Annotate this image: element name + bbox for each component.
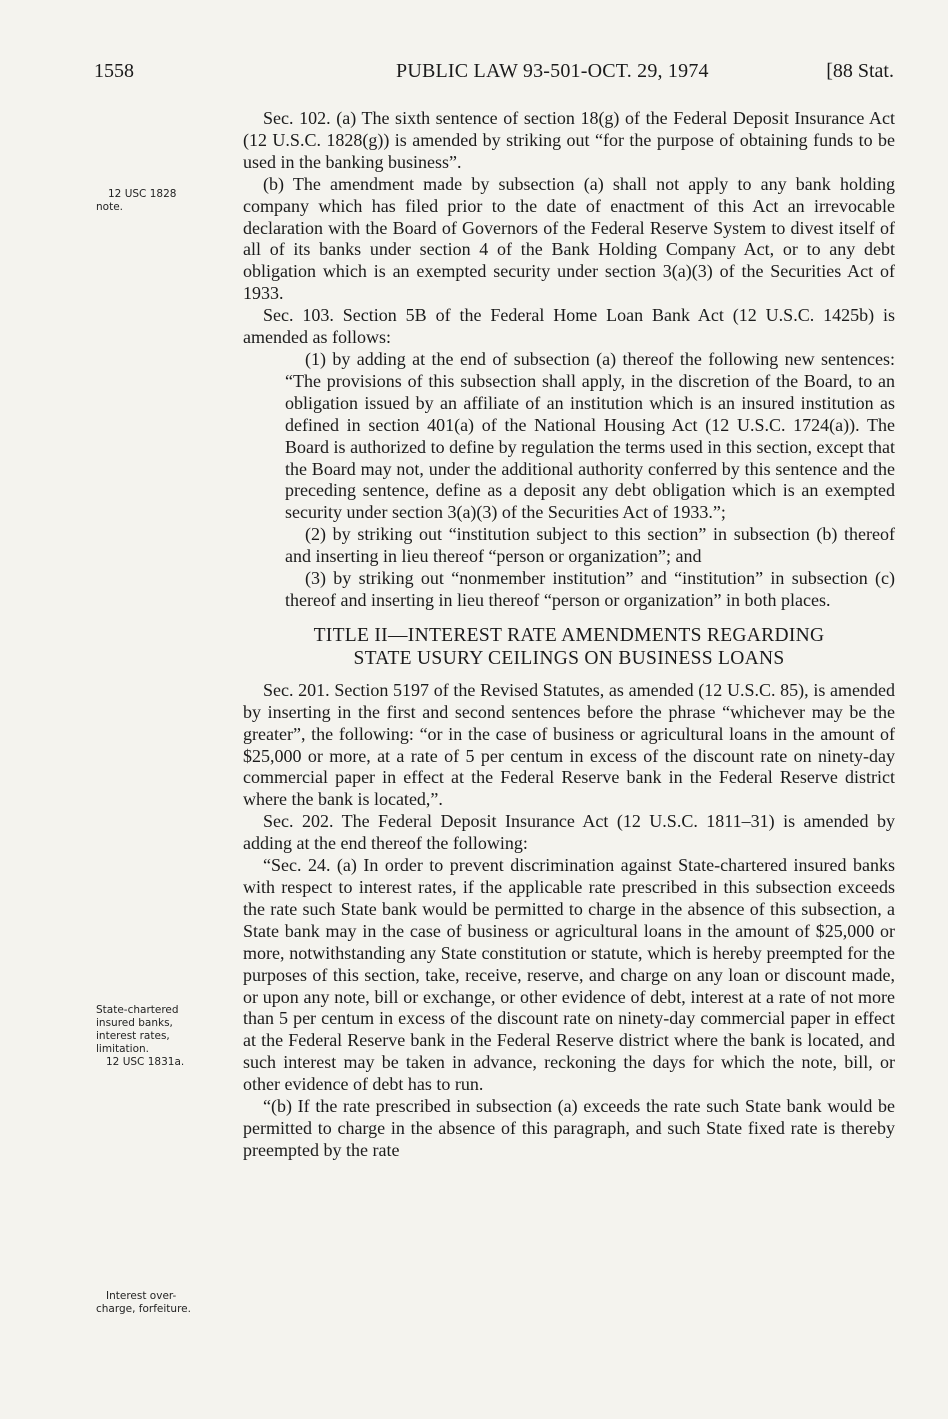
statute-volume: [88 Stat. — [826, 60, 894, 82]
margin-note-line: 12 USC 1831a. — [106, 1056, 185, 1068]
margin-note-line: 12 USC 1828 — [108, 188, 177, 200]
page-number: 1558 — [94, 60, 134, 82]
margin-note-line: State-chartered — [96, 1004, 179, 1016]
section-103-item-2: (2) by striking out “institution subject to this section” in subsection (b) thereof and inserting in lieu thereof “person or organization”; and — [285, 524, 895, 567]
section-102-b: (b) The amendment made by subsection (a) shall not apply to any bank holding company which has filed prior to the date of enactment of this Act an irrevocable declaration with the Board of Governors of the Federal Reserve System to divest itself of all of its banks under section 4 of the Bank Holding Company Act, or to any debt obligation which is an exempted security under section 3(a)(3) of the Securities Act of 1933. — [243, 173, 895, 304]
title-ii-heading-line-1: TITLE II—INTEREST RATE AMENDMENTS REGARDING — [313, 624, 825, 646]
section-201: Sec. 201. Section 5197 of the Revised Statutes, as amended (12 U.S.C. 85), is amended by inserting in the first and second sentences before the phrase “whichever may be the greater”, the following: “or in the case of business or agricultural loans in the amount of $25,000 or more, at a rate of 5 per centum in excess of the discount rate on ninety-day commercial paper in effect at the Federal Reserve bank in the Federal Reserve district where the bank is located,”. — [243, 679, 895, 810]
margin-note-line: insured banks, — [96, 1017, 173, 1029]
statute-body — [243, 108, 895, 1162]
section-24-b: “(b) If the rate prescribed in subsection (a) exceeds the rate such State bank would be permitted to charge in the absence of this paragraph, and such State fixed rate is thereby preempted by the rate — [243, 1096, 895, 1160]
margin-note-1828 — [96, 188, 226, 214]
title-ii-heading-line-2: STATE USURY CEILINGS ON BUSINESS LOANS — [353, 647, 785, 669]
margin-note-line: interest rates, — [96, 1030, 170, 1042]
margin-note-overcharge — [96, 1290, 236, 1316]
running-title: PUBLIC LAW 93-501-OCT. 29, 1974 — [396, 60, 709, 82]
margin-note-line: note. — [96, 201, 123, 213]
margin-note-state-chartered — [96, 1004, 236, 1069]
page-header — [94, 60, 894, 88]
margin-note-line: Interest over- — [106, 1290, 177, 1302]
section-103-item-3: (3) by striking out “nonmember institution” and “institution” in subsection (c) thereof and inserting in lieu thereof “person or organization” in both places. — [285, 568, 895, 610]
margin-note-line: charge, forfeiture. — [96, 1303, 191, 1315]
section-103-item-1: (1) by adding at the end of subsection (a) thereof the following new sentences: “The provisions of this subsection shall apply, in the discretion of the Board, to an obligation issued by an affiliate of an institution which is an insured institution as defined in section 401(a) of the National Housing Act (12 U.S.C. 1724(a)). The Board is authorized to define by regulation the terms used in this section, except that the Board may not, under the additional authority conferred by this sentence and the preceding sentence, define as a deposit any debt obligation which is an exempted security under section 3(a)(3) of the Securities Act of 1933.”; — [285, 348, 895, 523]
margin-note-line: limitation. — [96, 1043, 149, 1055]
section-102-a: Sec. 102. (a) The sixth sentence of section 18(g) of the Federal Deposit Insurance Act (12 U.S.C. 1828(g)) is amended by striking out “for the purpose of obtaining funds to be used in the banking business”. — [243, 108, 895, 172]
title-ii-heading — [243, 624, 895, 670]
section-24-a: “Sec. 24. (a) In order to prevent discrimination against State-chartered insured banks with respect to interest rates, if the applicable rate prescribed in this subsection exceeds the rate such State bank would be permitted to charge in the absence of this subsection, a State bank may in the case of business or agricultural loans in the amount of $25,000 or more, notwithstanding any State constitution or statute, which is hereby preempted for the purposes of this section, take, receive, reserve, and charge on any loan or discount made, or upon any note, bill or exchange, or other evidence of debt, interest at a rate of not more than 5 per centum in excess of the discount rate on ninety-day commercial paper in effect at the Federal Reserve bank in the Federal Reserve district where the bank is located, and such interest may be taken in advance, reckoning the days for which the note, bill, or other evidence of debt has to run. — [243, 855, 895, 1095]
section-103: Sec. 103. Section 5B of the Federal Home Loan Bank Act (12 U.S.C. 1425b) is amended as follows: — [243, 305, 895, 348]
section-202: Sec. 202. The Federal Deposit Insurance Act (12 U.S.C. 1811–31) is amended by adding at the end thereof the following: — [243, 811, 895, 854]
